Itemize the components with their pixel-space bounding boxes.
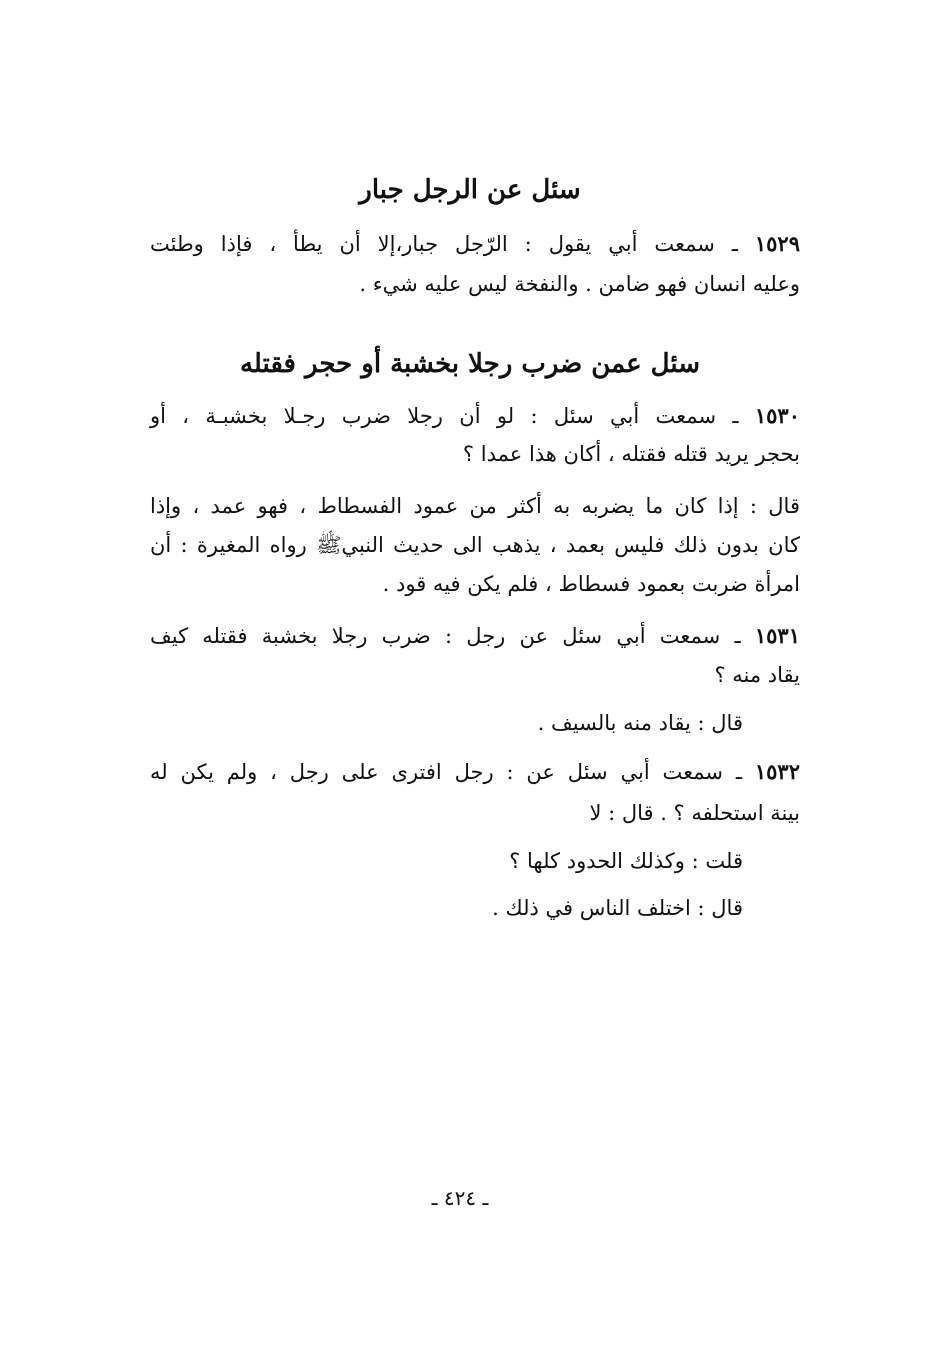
entry-number: ١٥٢٩ [754,231,800,256]
entry-1531-line-2: يقاد منه ؟ [714,663,800,687]
answer-1530-line-2: كان بدون ذلك فليس بعمد ، يذهب الى حديث النبيﷺ رواه المغيرة : أن [150,533,800,557]
answer-1530-line-1: قال : إذا كان ما يضربه به أكثر من عمود الفسطاط ، فهو عمد ، وإذا [150,494,800,518]
section-heading-1: سئل عن الرجل جبار [359,175,581,205]
page-number: ـ ٤٢٤ ـ [431,1186,489,1210]
entry-1532-line-2: بينة استحلفه ؟ . قال : لا [589,801,800,825]
entry-1529-line-1 [150,226,800,262]
entry-text: ـ سمعت أبي سئل عن : رجل افترى على رجل ، ولم يكن له [150,760,755,784]
entry-text: ـ سمعت أبي يقول : الرّجل جبار،إلا أن يطأ ، فإذا وطئت [150,232,755,256]
entry-1531-line-1 [150,618,800,654]
entry-1530-line-2: بحجر يريد قتله فقتله ، أكان هذا عمدا ؟ [462,442,800,466]
entry-1532-line-1 [150,754,800,790]
question-1532: قلت : وكذلك الحدود كلها ؟ [509,849,743,873]
entry-text: ـ سمعت أبي سئل : لو أن رجلا ضرب رجـلا بخشبـة ، أو [150,404,755,428]
entry-number: ١٥٣٢ [754,759,800,784]
answer-1531: قال : يقاد منه بالسيف . [537,711,743,735]
entry-1530-line-1 [150,398,800,434]
answer-1532: قال : اختلف الناس في ذلك . [492,896,743,920]
entry-text: ـ سمعت أبي سئل عن رجل : ضرب رجلا بخشبة فقتله كيف [150,624,755,648]
entry-1529-line-2: وعليه انسان فهو ضامن . والنفخة ليس عليه شيء . [359,272,800,296]
section-heading-2: سئل عمن ضرب رجلا بخشبة أو حجر فقتله [239,349,700,379]
entry-number: ١٥٣١ [754,623,800,648]
entry-number: ١٥٣٠ [754,403,800,428]
answer-1530-line-3: امرأة ضربت بعمود فسطاط ، فلم يكن فيه قود . [382,572,800,596]
